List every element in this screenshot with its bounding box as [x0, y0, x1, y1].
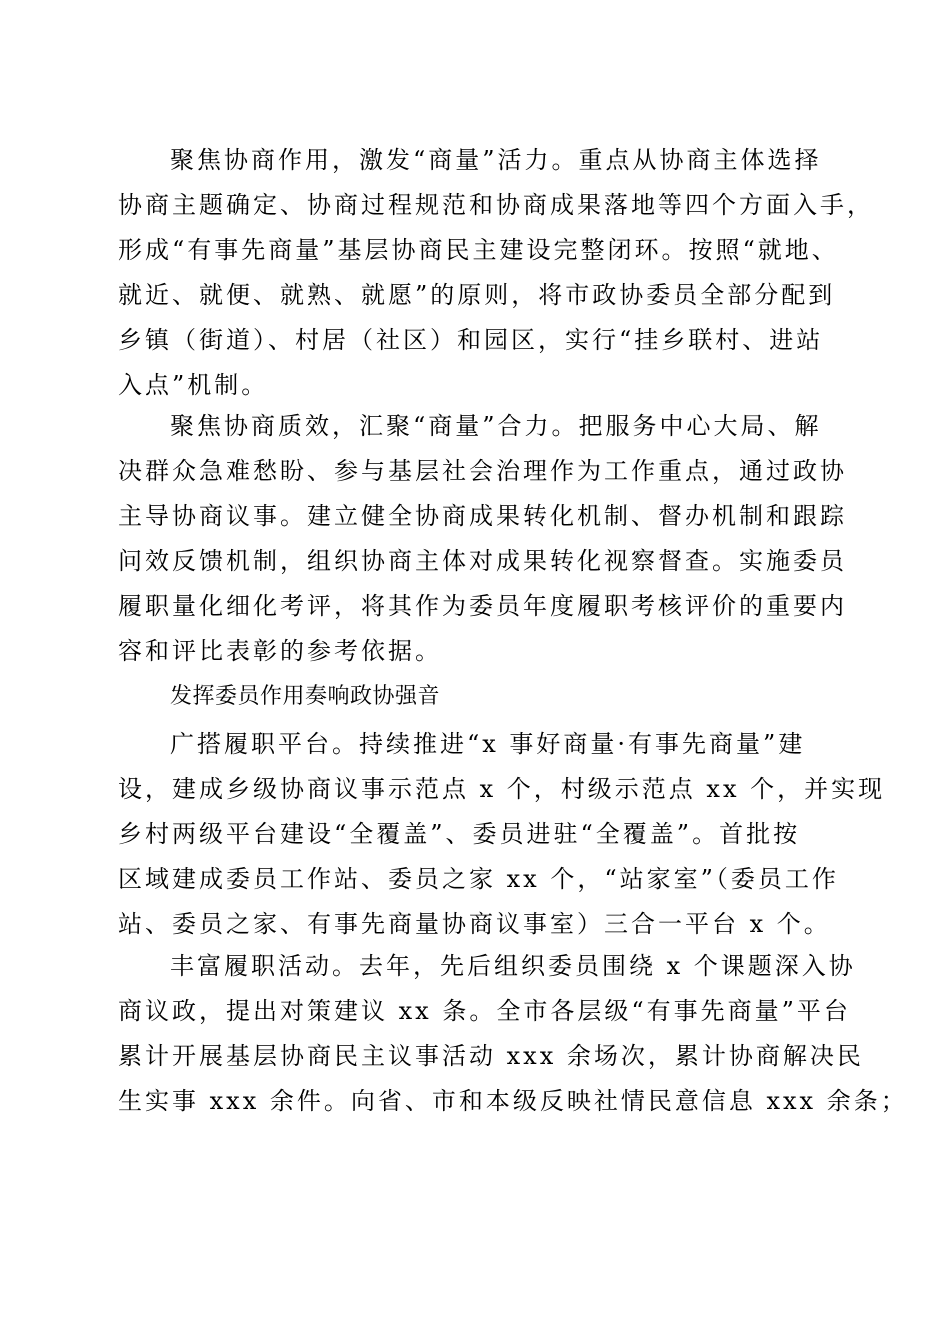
text-line: 站、委员之家、有事先商量协商议事室）三合一平台 x 个。 [118, 910, 831, 938]
text-line: 商议政，提出对策建议 xx 条。全市各层级“有事先商量”平台 [118, 997, 851, 1025]
text-line: 履职量化细化考评，将其作为委员年度履职考核评价的重要内 [118, 592, 847, 620]
text-line: 生实事 xxx 余件。向省、市和本级反映社情民意信息 xxx 余条； [118, 1087, 908, 1115]
section-heading: 发挥委员作用奏响政协强音 [170, 684, 441, 709]
text-line: 决群众急难愁盼、参与基层社会治理作为工作重点，通过政协 [118, 457, 847, 485]
text-line: 就近、就便、就熟、就愿”的原则，将市政协委员全部分配到 [118, 281, 836, 309]
text-line: 主导协商议事。建立健全协商成果转化机制、督办机制和跟踪 [118, 502, 847, 530]
text-line: 乡村两级平台建设“全覆盖”、委员进驻“全覆盖”。首批按 [118, 820, 801, 848]
text-line: 累计开展基层协商民主议事活动 xxx 余场次，累计协商解决民 [118, 1042, 864, 1070]
text-line: 聚焦协商作用，激发“商量”活力。重点从协商主体选择 [170, 146, 822, 174]
text-line: 区域建成委员工作站、委员之家 xx 个，“站家室”（委员工作 [118, 865, 839, 893]
text-line: 入点”机制。 [118, 371, 269, 399]
text-line: 设，建成乡级协商议事示范点 x 个，村级示范点 xx 个，并实现 [118, 775, 886, 803]
text-line: 问效反馈机制，组织协商主体对成果转化视察督查。实施委员 [118, 547, 847, 575]
text-line: 广搭履职平台。持续推进“x 事好商量·有事先商量”建 [170, 730, 806, 758]
text-line: 形成“有事先商量”基层协商民主建设完整闭环。按照“就地、 [118, 236, 839, 264]
text-line: 乡镇（街道）、村居（社区）和园区，实行“挂乡联村、进站 [118, 326, 824, 354]
text-line: 容和评比表彰的参考依据。 [118, 637, 442, 665]
text-line: 协商主题确定、协商过程规范和协商成果落地等四个方面入手， [118, 191, 874, 219]
text-line: 聚焦协商质效，汇聚“商量”合力。把服务中心大局、解 [170, 412, 822, 440]
text-line: 丰富履职活动。去年，先后组织委员围绕 x 个课题深入协 [170, 952, 856, 980]
